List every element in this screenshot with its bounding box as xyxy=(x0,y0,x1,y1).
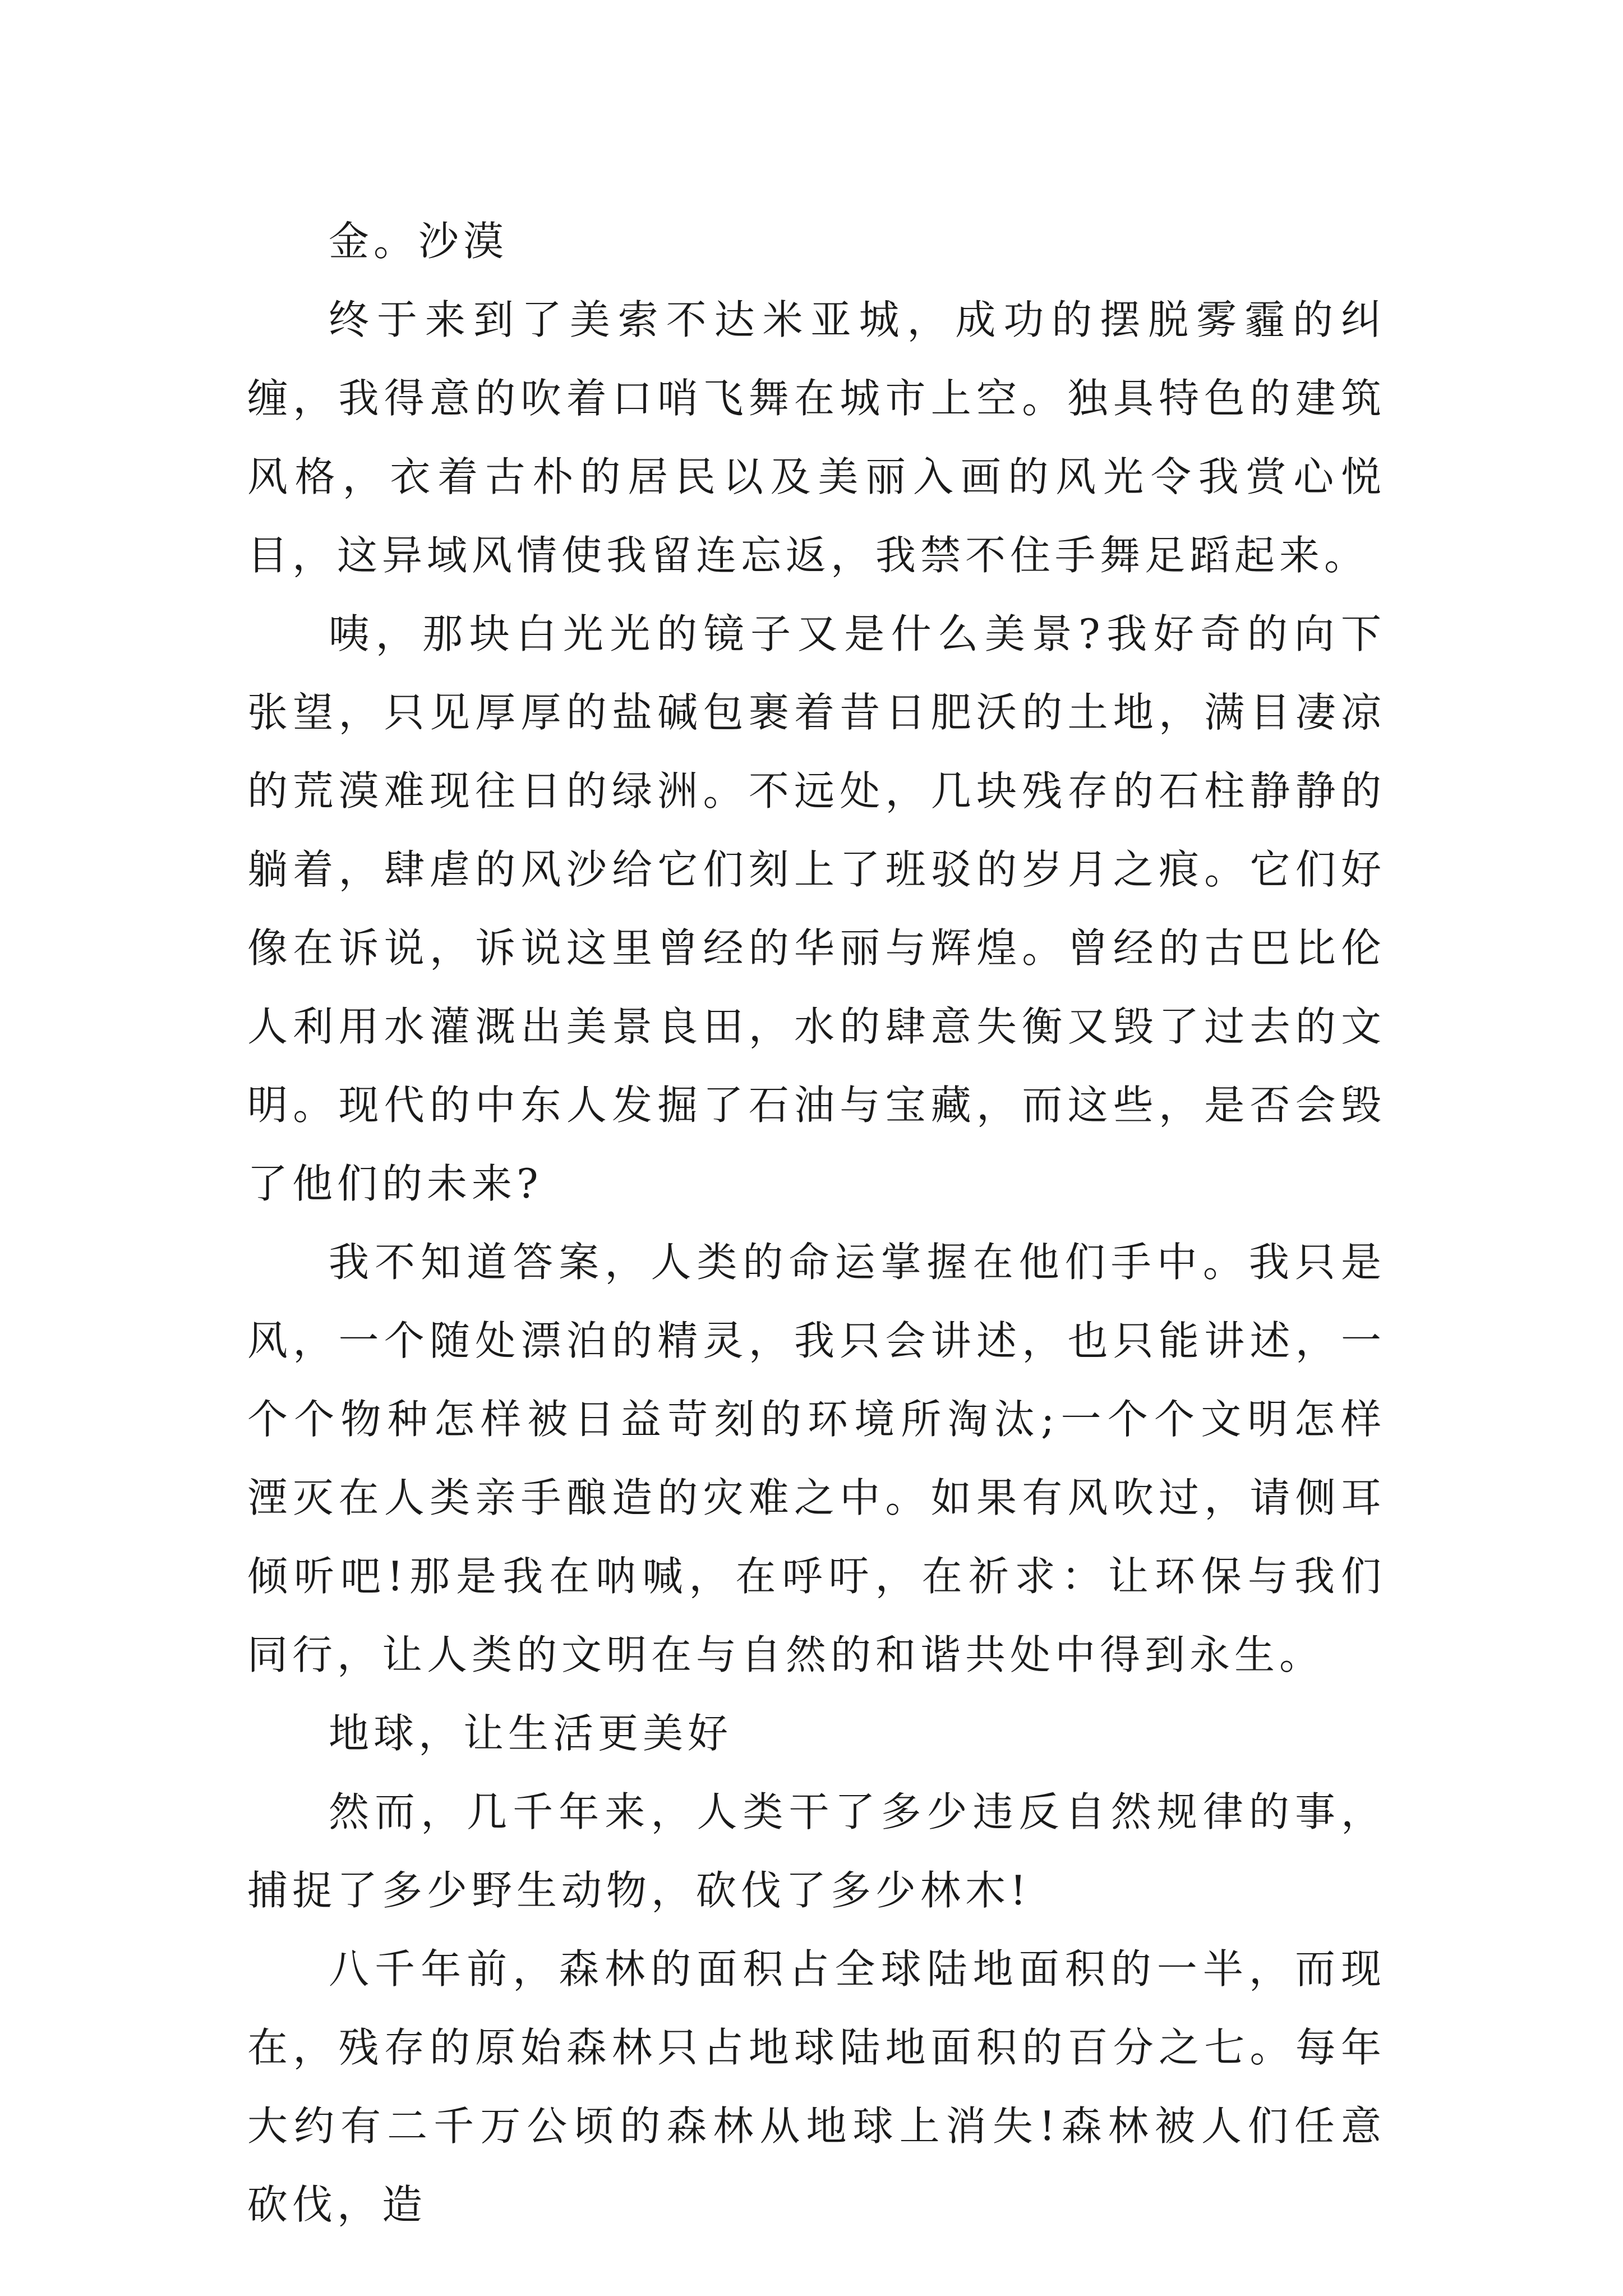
paragraph: 咦，那块白光光的镜子又是什么美景?我好奇的向下张望，只见厚厚的盐碱包裹着昔日肥沃的土地，满目凄凉的荒漠难现往日的绿洲。不远处，几块残存的石柱静静的躺着，肆虐的风沙给它们刻上了班驳的岁月之痕。它们好像在诉说，诉说这里曾经的华丽与辉煌。曾经的古巴比伦人利用水灌溉出美景良田，水的肆意失衡又毁了过去的文明。现代的中东人发掘了石油与宝藏，而这些，是否会毁了他们的未来? xyxy=(247,610,1386,1207)
paragraph: 八千年前，森林的面积占全球陆地面积的一半，而现在，残存的原始森林只占地球陆地面积的百分之七。每年大约有二千万公顷的森林从地球上消失!森林被人们任意砍伐，造 xyxy=(247,1945,1386,2228)
paragraph: 然而，几千年来，人类干了多少违反自然规律的事，捕捉了多少野生动物，砍伐了多少林木! xyxy=(247,1788,1386,1914)
paragraph: 地球，让生活更美好 xyxy=(329,1710,733,1757)
paragraph: 终于来到了美索不达米亚城，成功的摆脱雾霾的纠缠，我得意的吹着口哨飞舞在城市上空。独具特色的建筑风格，衣着古朴的居民以及美丽入画的风光令我赏心悦目，这异域风情使我留连忘返，我禁不住手舞足蹈起来。 xyxy=(247,296,1386,579)
paragraph: 金。沙漠 xyxy=(329,218,509,265)
document-body xyxy=(247,202,1386,2244)
paragraph: 我不知道答案，人类的命运掌握在他们手中。我只是风，一个随处漂泊的精灵，我只会讲述，也只能讲述，一个个物种怎样被日益苛刻的环境所淘汰;一个个文明怎样湮灭在人类亲手酿造的灾难之中。如果有风吹过，请侧耳倾听吧!那是我在呐喊，在呼吁，在祈求：让环保与我们同行，让人类的文明在与自然的和谐共处中得到永生。 xyxy=(247,1239,1386,1678)
